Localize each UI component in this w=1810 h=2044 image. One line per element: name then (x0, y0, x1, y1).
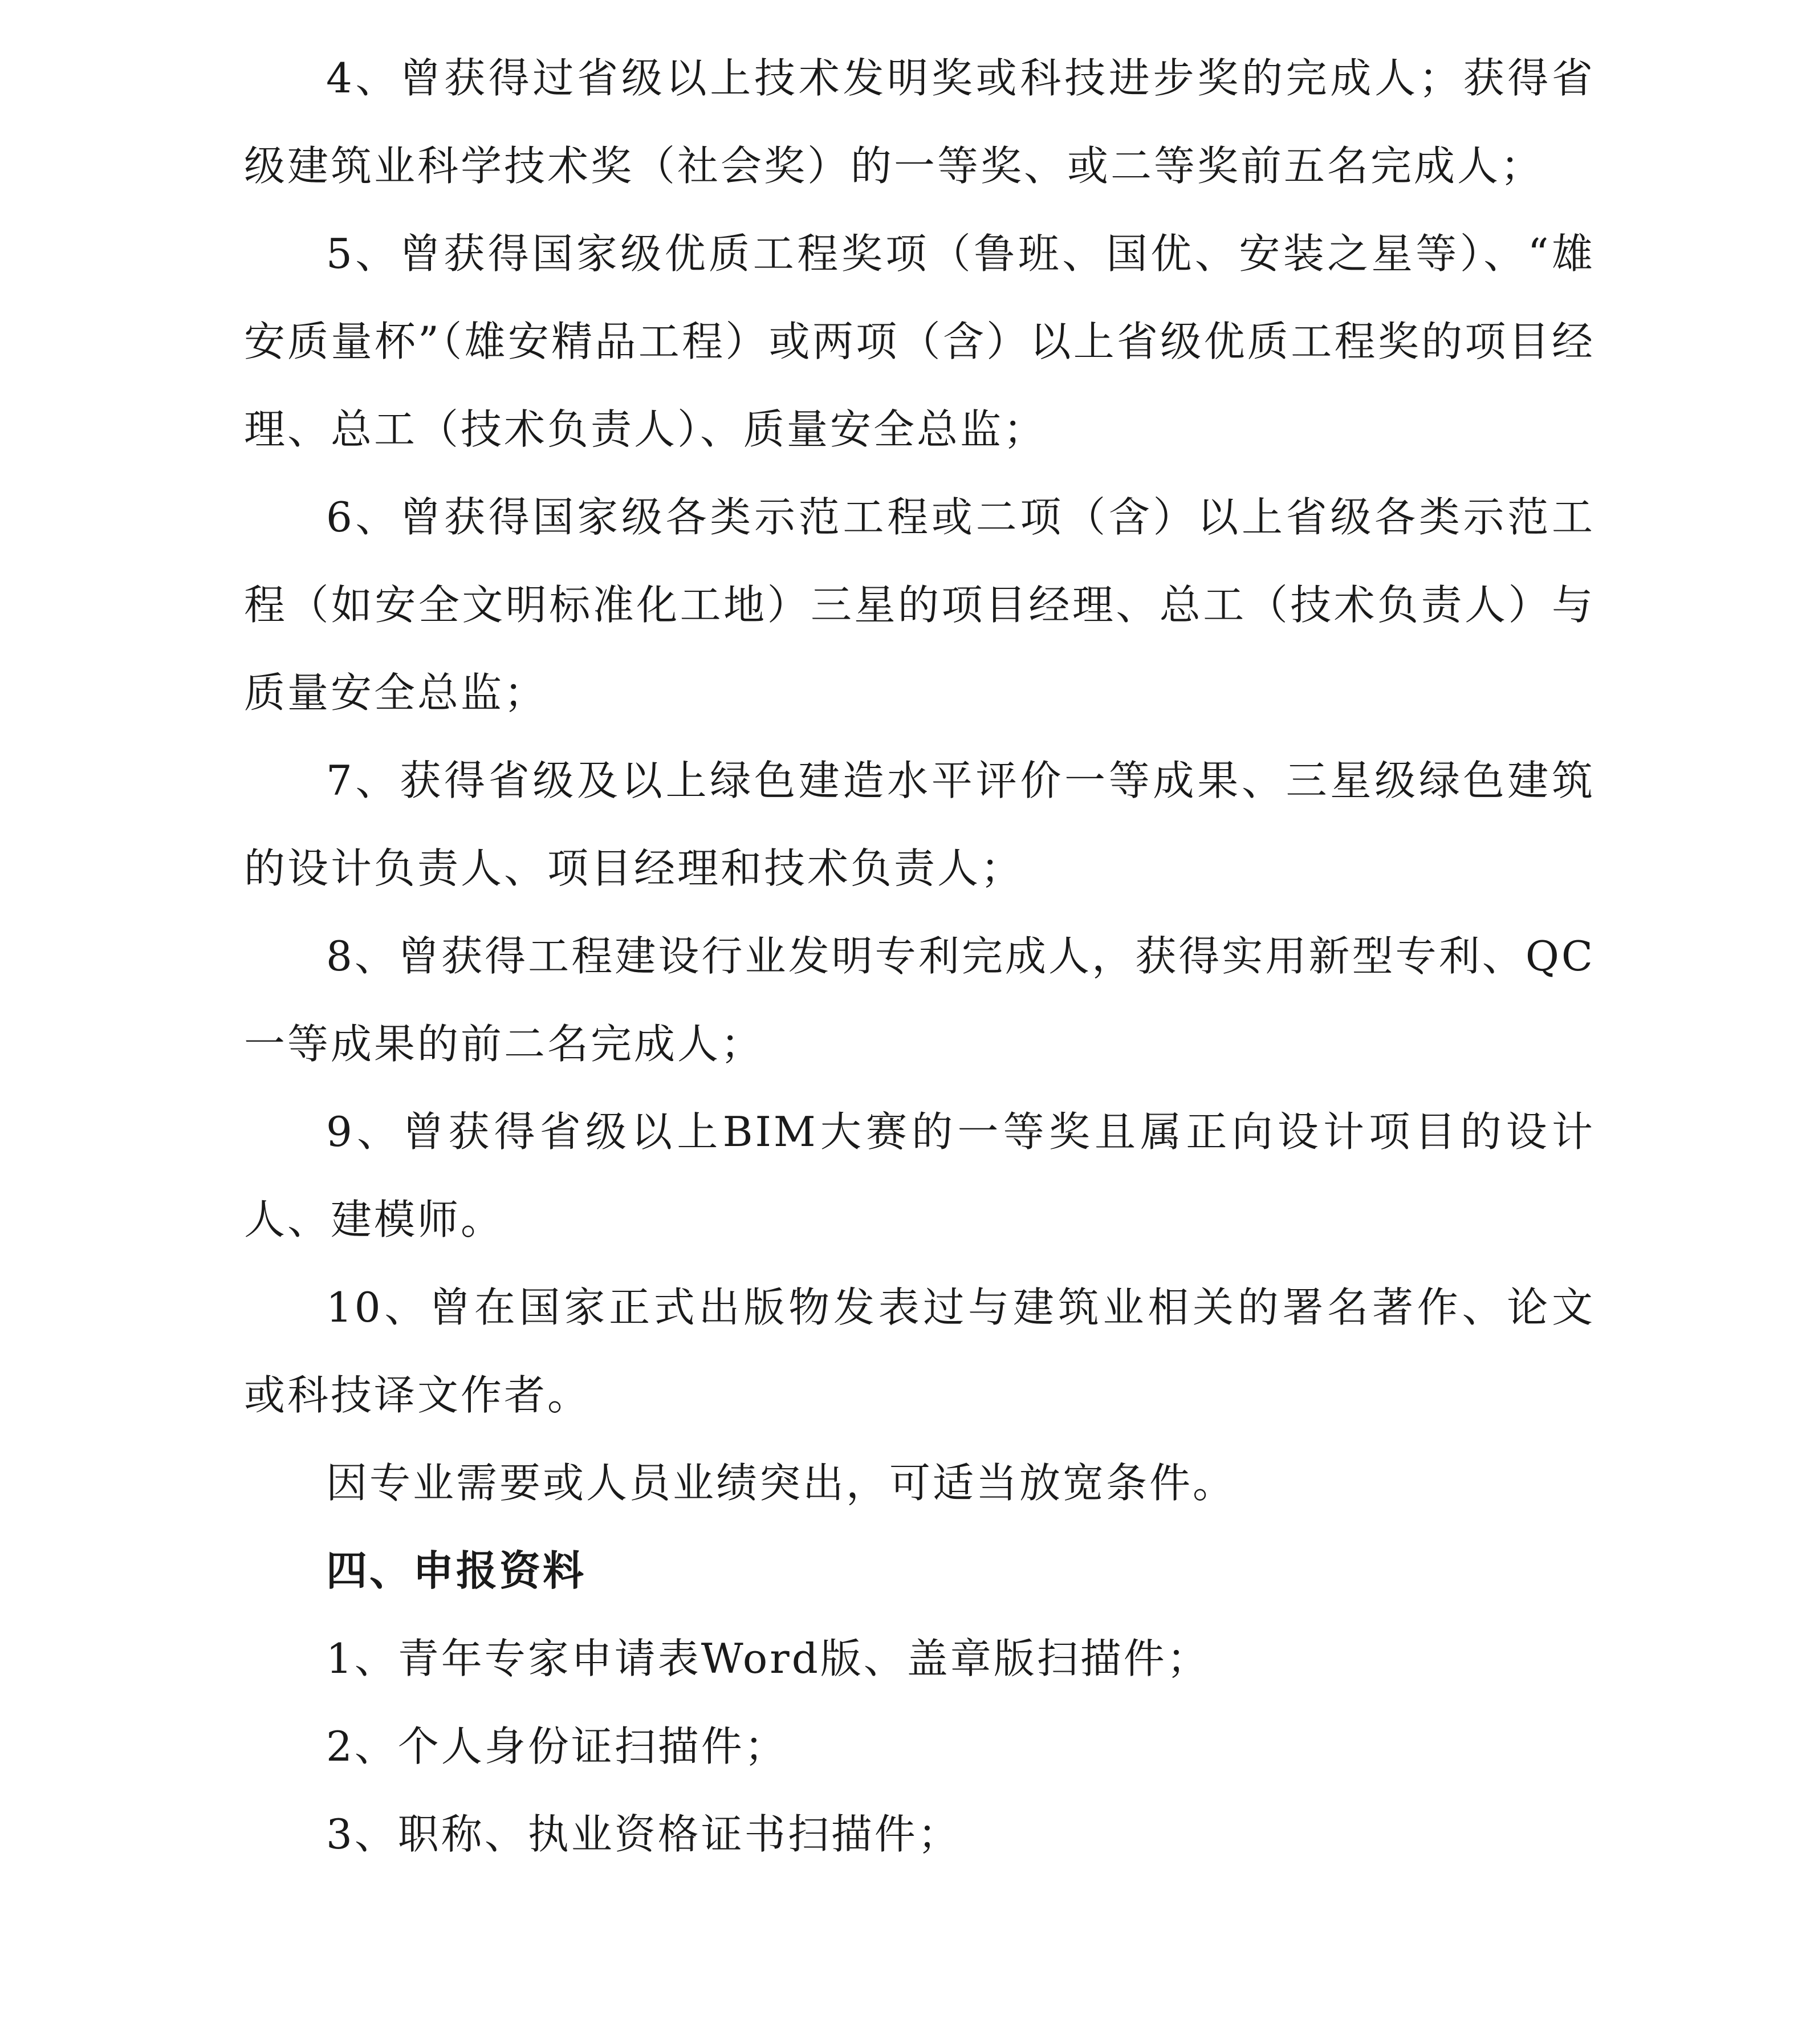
materials-item-3: 3、职称、执业资格证书扫描件； (326, 1810, 961, 1858)
materials-item-1: 1、青年专家申请表Word版、盖章版扫描件； (326, 1635, 1210, 1683)
paragraph-item-8: 8、曾获得工程建设行业发明专利完成人，获得实用新型专利、QC一等成果的前二名完成人； (244, 932, 1595, 1068)
paragraph-item-7: 7、获得省级及以上绿色建造水平评价一等成果、三星级绿色建筑的设计负责人、项目经理和技术负责人； (244, 757, 1595, 892)
paragraph-item-5: 5、曾获得国家级优质工程奖项（鲁班、国优、安装之星等）、“雄安质量杯”（雄安精品工程）或两项（含）以上省级优质工程奖的项目经理、总工（技术负责人）、质量安全总监； (244, 230, 1595, 453)
paragraph-item-10: 10、曾在国家正式出版物发表过与建筑业相关的署名著作、论文或科技译文作者。 (244, 1283, 1595, 1419)
paragraph-item-9: 9、曾获得省级以上BIM大赛的一等奖且属正向设计项目的设计人、建模师。 (244, 1108, 1595, 1244)
relaxation-note: 因专业需要或人员业绩突出，可适当放宽条件。 (326, 1459, 1237, 1507)
paragraph-item-4: 4、曾获得过省级以上技术发明奖或科技进步奖的完成人；获得省级建筑业科学技术奖（社会奖）的一等奖、或二等奖前五名完成人； (244, 54, 1595, 190)
paragraph-item-6: 6、曾获得国家级各类示范工程或二项（含）以上省级各类示范工程（如安全文明标准化工地）三星的项目经理、总工（技术负责人）与质量安全总监； (244, 493, 1595, 717)
document-body (244, 34, 1595, 1878)
materials-item-2: 2、个人身份证扫描件； (326, 1722, 788, 1770)
section-heading-application-materials: 四、申报资料 (326, 1547, 587, 1595)
